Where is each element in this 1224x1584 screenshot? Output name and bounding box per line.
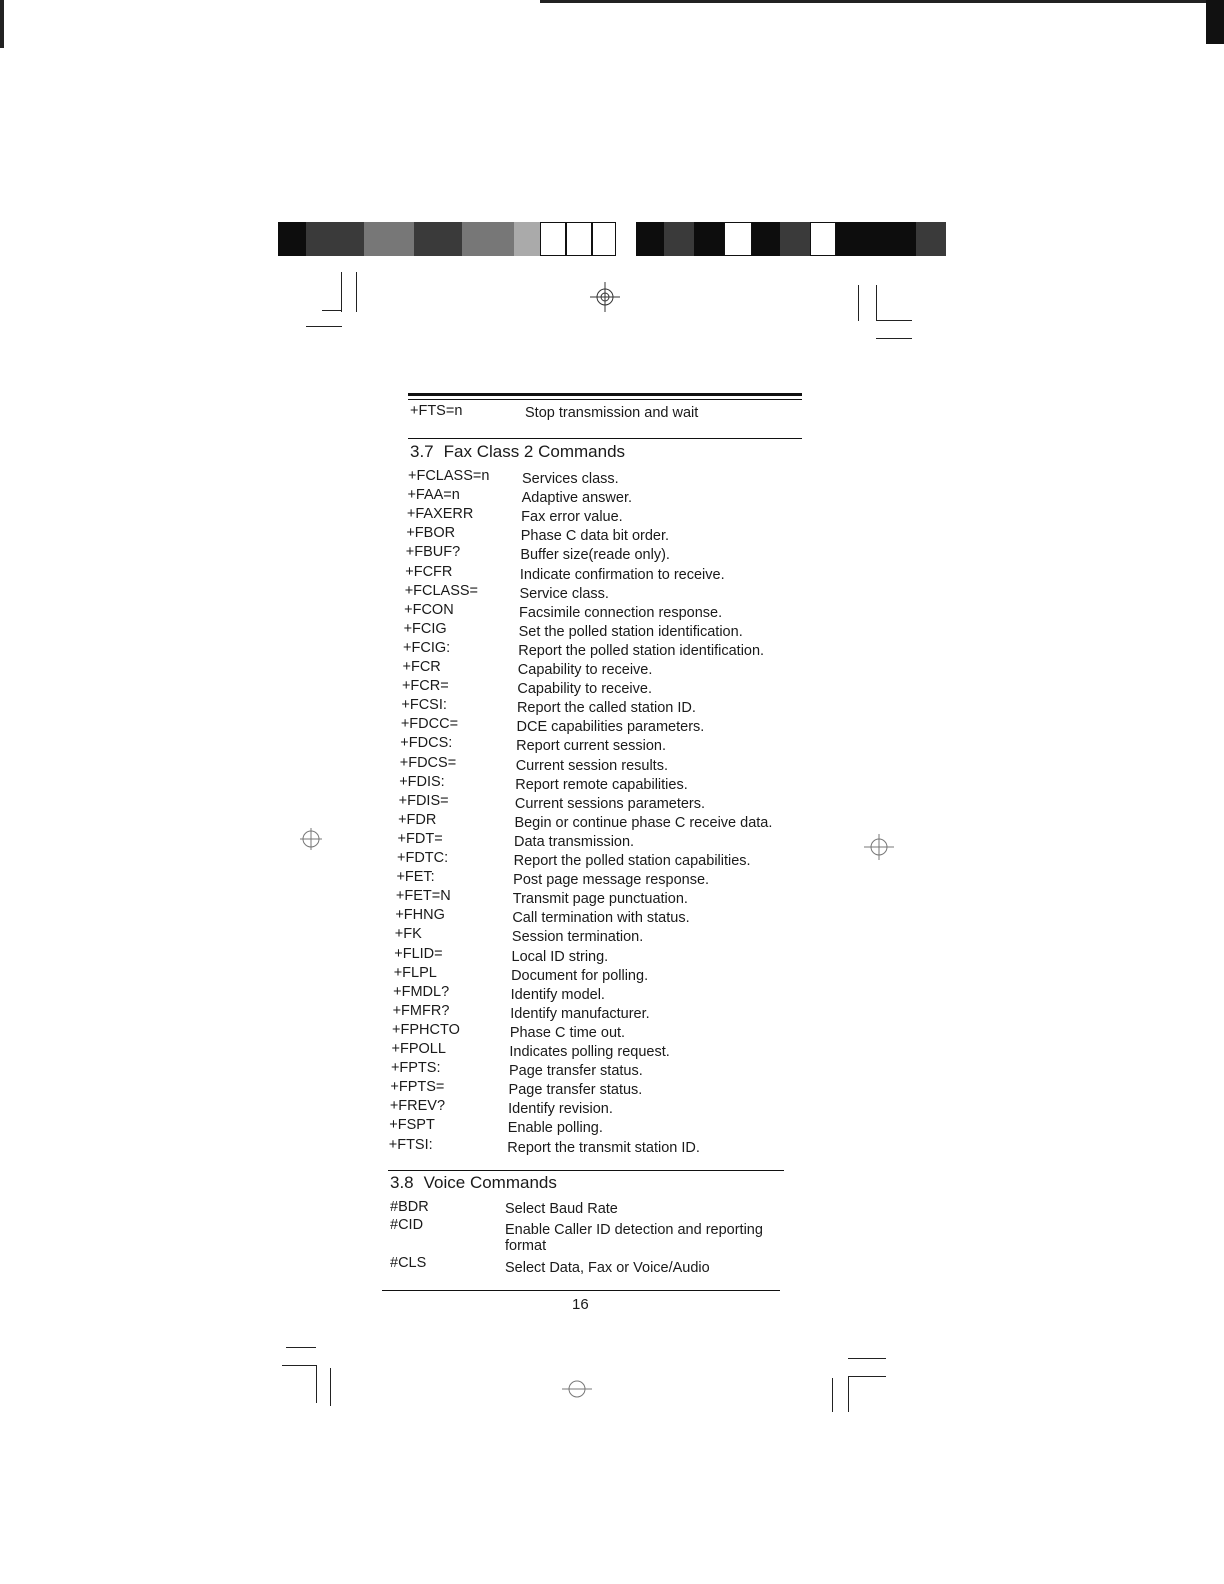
crop-mark — [876, 320, 912, 321]
command-name: +FAA=n — [407, 487, 460, 504]
command-description: Report current session. — [516, 738, 667, 755]
table-top-rule — [408, 393, 802, 396]
crop-mark — [848, 1376, 886, 1377]
crop-mark — [356, 272, 357, 312]
command-name: +FMDL? — [393, 983, 450, 1000]
command-name: +FDIS: — [399, 773, 445, 790]
section-divider — [388, 1170, 784, 1171]
crop-mark — [306, 326, 342, 327]
section-title: Voice Commands — [423, 1173, 557, 1192]
command-name: +FDIS= — [398, 792, 449, 809]
crop-mark — [341, 272, 342, 312]
command-name: +FCON — [404, 601, 454, 618]
section-number: 3.8 — [390, 1173, 414, 1192]
command-description: Facsimile connection response. — [519, 604, 723, 621]
command-name: +FCSI: — [401, 697, 447, 714]
scan-edge-right — [1206, 0, 1224, 44]
crop-mark — [876, 285, 877, 321]
command-name: +FBUF? — [405, 544, 461, 561]
command-name: +FDTC: — [397, 850, 449, 866]
command-description: Post page message response. — [513, 872, 710, 889]
command-description: Stop transmission and wait — [525, 405, 699, 421]
command-description: Capability to receive. — [517, 662, 653, 678]
crop-mark — [876, 338, 912, 339]
command-description: Phase C time out. — [509, 1024, 626, 1041]
crop-mark — [282, 1365, 316, 1366]
registration-target-icon — [562, 1374, 592, 1404]
command-description: Service class. — [519, 585, 609, 602]
command-name: +FREV? — [389, 1098, 446, 1115]
command-name: #BDR — [390, 1199, 429, 1215]
command-name: +FPTS= — [390, 1079, 445, 1096]
command-description: Set the polled station identification. — [518, 623, 743, 640]
command-description: Document for polling. — [511, 967, 649, 984]
command-name: +FCR — [402, 659, 441, 675]
command-name: +FSPT — [389, 1117, 435, 1134]
command-name: +FMFR? — [392, 1002, 450, 1019]
command-description: Capability to receive. — [517, 681, 652, 698]
command-name: +FBOR — [406, 525, 456, 542]
command-name: +FDR — [398, 811, 437, 828]
command-name: +FCLASS= — [404, 582, 479, 599]
command-name: #CLS — [390, 1255, 427, 1271]
command-name: +FTS=n — [410, 403, 463, 419]
crop-mark — [330, 1368, 331, 1406]
command-name: +FCLASS=n — [408, 468, 490, 484]
command-name: +FDCS= — [399, 754, 457, 771]
crop-mark — [848, 1376, 849, 1412]
command-description: Report the transmit station ID. — [507, 1139, 700, 1156]
command-name: +FTSI: — [388, 1136, 433, 1153]
crop-mark — [322, 310, 342, 311]
command-description: Begin or continue phase C receive data. — [514, 814, 773, 831]
command-name: +FK — [394, 926, 422, 943]
command-description: Fax error value. — [521, 509, 623, 526]
registration-target-icon — [296, 824, 326, 854]
command-description: Indicate confirmation to receive. — [519, 566, 725, 583]
command-description: Select Data, Fax or Voice/Audio — [505, 1260, 710, 1276]
command-description: Local ID string. — [511, 948, 609, 965]
command-description: Services class. — [522, 471, 619, 487]
command-description: Data transmission. — [514, 833, 635, 850]
command-description: Current session results. — [515, 757, 668, 774]
command-description: Page transfer status. — [508, 1063, 643, 1080]
color-registration-bar-left — [278, 222, 616, 256]
command-name: +FPTS: — [390, 1060, 441, 1077]
command-description: Report remote capabilities. — [515, 776, 688, 793]
section-heading — [390, 1173, 557, 1193]
command-name: +FPHCTO — [392, 1021, 460, 1038]
command-name: +FCR= — [401, 678, 449, 695]
command-description: Enable polling. — [507, 1120, 603, 1137]
registration-target-icon — [864, 832, 894, 862]
crop-mark — [316, 1365, 317, 1403]
crop-mark — [286, 1347, 316, 1348]
command-name: +FCFR — [405, 563, 453, 580]
command-description: Identify revision. — [508, 1101, 613, 1118]
command-description-continued: format — [505, 1238, 547, 1254]
section-number: 3.7 — [410, 442, 434, 461]
command-name: +FDCS: — [400, 735, 453, 752]
command-name: +FLID= — [394, 945, 443, 962]
command-name: +FET=N — [395, 888, 451, 905]
crop-mark — [832, 1378, 833, 1412]
command-name: +FHNG — [395, 907, 445, 924]
command-description: Current sessions parameters. — [514, 795, 706, 812]
section-divider — [408, 438, 802, 439]
command-description: Enable Caller ID detection and reporting — [505, 1222, 763, 1238]
command-description: DCE capabilities parameters. — [516, 719, 705, 736]
command-description: Select Baud Rate — [505, 1201, 618, 1217]
command-description: Buffer size(reade only). — [520, 547, 670, 564]
command-description: Phase C data bit order. — [520, 528, 670, 545]
command-description: Transmit page punctuation. — [512, 891, 688, 908]
color-registration-bar-right — [636, 222, 946, 256]
command-description: Page transfer status. — [508, 1082, 643, 1099]
command-name: +FCIG — [403, 620, 447, 637]
command-description: Indicates polling request. — [509, 1044, 670, 1060]
command-description: Report the called station ID. — [516, 700, 696, 717]
command-description: Call termination with status. — [512, 910, 690, 927]
crop-mark — [848, 1358, 886, 1359]
command-description: Identify model. — [510, 986, 605, 1003]
table-bottom-rule — [382, 1290, 780, 1291]
command-name: +FDCC= — [400, 716, 459, 733]
command-name: +FLPL — [393, 964, 437, 981]
command-description: Identify manufacturer. — [510, 1005, 650, 1022]
page-number: 16 — [572, 1296, 589, 1313]
command-name: #CID — [390, 1217, 424, 1233]
section-heading — [410, 442, 625, 462]
section-title: Fax Class 2 Commands — [443, 442, 626, 461]
scan-edge-top — [540, 0, 1224, 3]
command-name: +FDT= — [397, 830, 443, 847]
command-description: Report the polled station identification. — [518, 642, 765, 659]
command-name: +FCIG: — [403, 639, 451, 656]
command-name: +FET: — [396, 869, 435, 886]
registration-target-icon — [590, 282, 620, 312]
table-top-rule — [408, 399, 802, 400]
command-name: +FAXERR — [406, 506, 474, 523]
command-description: Session termination. — [511, 929, 644, 946]
command-description: Report the polled station capabilities. — [513, 853, 751, 869]
command-description: Adaptive answer. — [521, 490, 633, 507]
crop-mark — [858, 285, 859, 321]
scan-edge-left — [0, 0, 4, 48]
command-name: +FPOLL — [391, 1041, 446, 1057]
